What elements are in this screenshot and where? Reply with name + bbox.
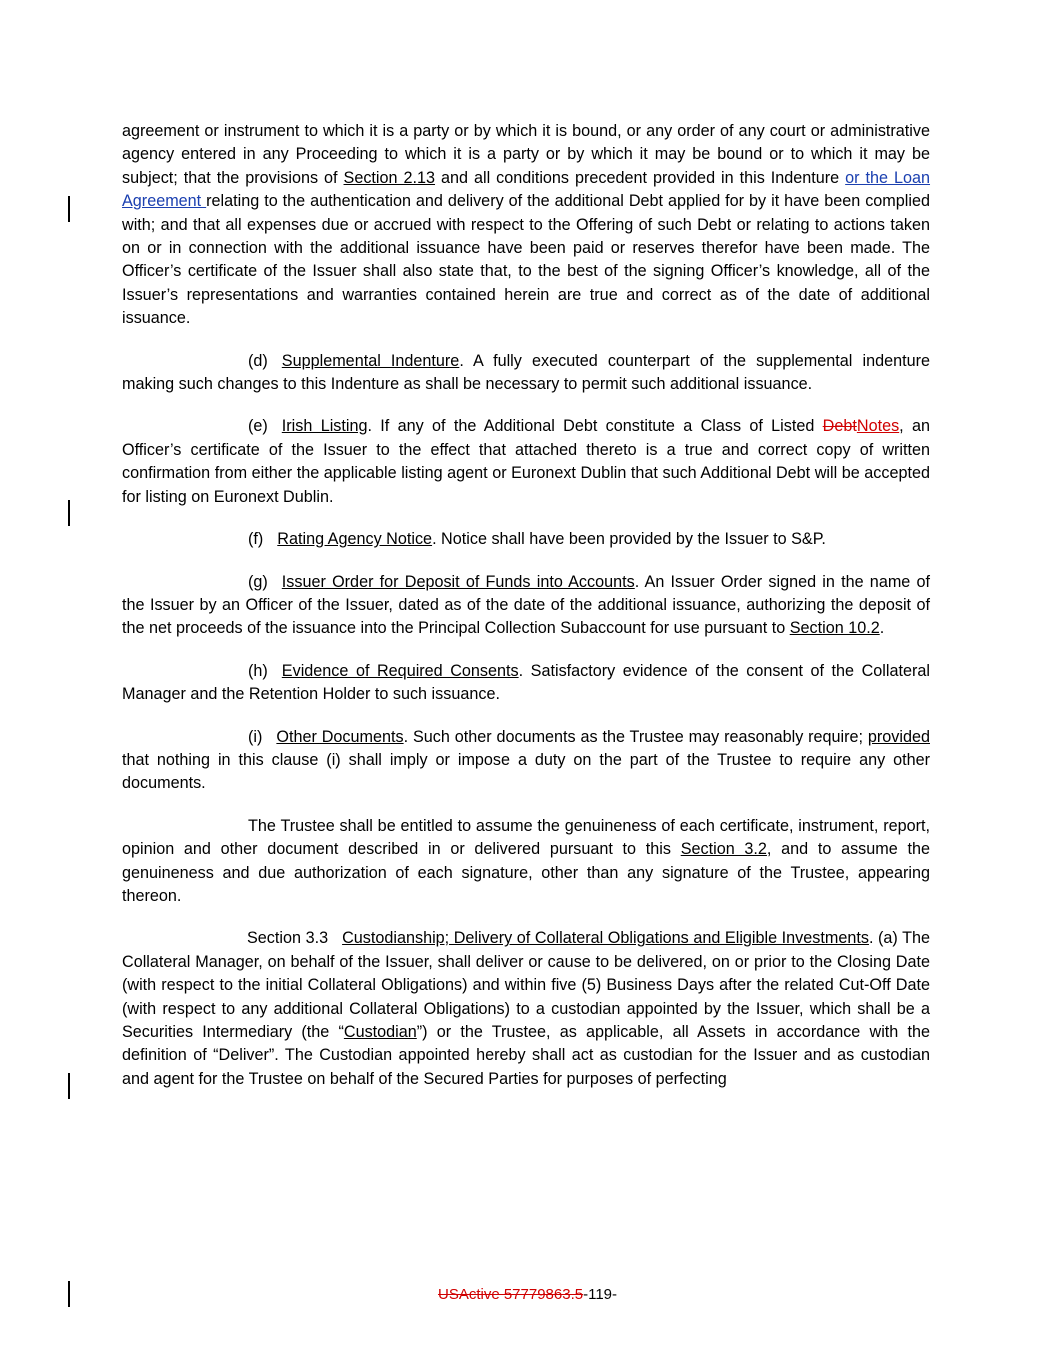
item-g-text-1: . An Issuer Order signed in the name of the Issuer by an Officer of the Issuer, dated as of the date of the additional issuance, authorizing the deposit of the net proceeds of the issuance into the Principal Collection Subaccount for use pursuant to — [122, 572, 931, 638]
paragraph-item-h — [122, 660, 930, 707]
item-e-heading: Irish Listing — [281, 417, 368, 436]
item-i-label: (i) — [248, 727, 263, 746]
item-e-text-2: , an Officer’s certificate of the Issuer to the effect that attached thereto is a true and correct copy of written confirmation from either the applicable listing agent or Euronext Dublin that such Additional Debt will be accepted for listing on Euronext Dublin. — [122, 417, 930, 506]
provided-emphasis: provided — [867, 727, 930, 746]
item-f-text: . Notice shall have been provided by the Issuer to S&P. — [432, 530, 826, 549]
continuation-text-1: agreement or instrument to which it is a party or by which it is bound, or any order of any court or administrative agency entered in any Proceeding to which it is a party or by which it may be bound or to which it may be subject; that the provisions of — [122, 122, 930, 187]
continuation-text-3: relating to the authentication and delivery of the additional Debt applied for by it have been complied with; and that all expenses due or accrued with respect to the Offering of such Debt or relating to actions taken on or in connection with the additional issuance have been paid or reserves therefor have been made. The Officer’s certificate of the Issuer shall also state that, to the best of the signing Officer’s knowledge, all of the Issuer’s representations and warranties contained herein are true and correct as of the date of additional issuance. — [122, 192, 930, 328]
item-e-label: (e) — [248, 417, 268, 436]
change-bar-3 — [68, 1073, 70, 1099]
item-i-heading: Other Documents — [276, 727, 404, 746]
section-10-2-reference: Section 10.2 — [789, 619, 880, 638]
change-bar-2 — [68, 500, 70, 526]
spacer — [122, 509, 930, 528]
item-i-text-2: that nothing in this clause (i) shall imply or impose a duty on the part of the Trustee to require any other documents. — [122, 750, 930, 793]
inserted-loan-agreement: or the Loan Agreement — [122, 168, 931, 211]
trustee-assume-text-2: , and to assume the genuineness and due authorization of each signature, other than any signature of the Trustee, appearing thereon. — [122, 840, 930, 905]
section-3-3-label: Section 3.3 — [247, 929, 329, 948]
section-2-13-reference: Section 2.13 — [343, 168, 436, 187]
continuation-text-2: and all conditions precedent provided in this Indenture — [435, 168, 846, 187]
spacer — [122, 331, 930, 350]
spacer — [122, 707, 930, 726]
change-bar-1 — [68, 196, 70, 222]
paragraph-item-f — [122, 528, 930, 551]
spacer — [122, 552, 930, 571]
deleted-debt: Debt — [822, 417, 857, 436]
item-g-label: (g) — [248, 572, 268, 591]
paragraph-item-i — [122, 726, 930, 796]
custodian-defined-term: Custodian — [343, 1023, 417, 1041]
item-d-label: (d) — [248, 351, 268, 370]
paragraph-item-e — [122, 415, 930, 509]
item-h-label: (h) — [248, 661, 268, 680]
item-h-text: . Satisfactory evidence of the consent of the Collateral Manager and the Retention Holder to such issuance. — [122, 661, 930, 704]
section-3-2-reference: Section 3.2 — [680, 840, 767, 859]
item-h-heading: Evidence of Required Consents — [281, 661, 519, 680]
paragraph-item-d — [122, 350, 930, 397]
item-g-text-2: . — [879, 619, 885, 638]
spacer — [122, 796, 930, 815]
item-i-text-1: . Such other documents as the Trustee may reasonably require; — [403, 727, 868, 746]
spacer — [122, 641, 930, 660]
paragraph-item-g — [122, 571, 930, 641]
item-g-heading: Issuer Order for Deposit of Funds into Accounts — [281, 572, 635, 591]
spacer — [122, 908, 930, 927]
section-3-3-heading: Custodianship; Delivery of Collateral Obligations and Eligible Investments — [342, 929, 869, 948]
trustee-assume-text-1: The Trustee shall be entitled to assume the genuineness of each certificate, instrument, report, opinion and other document described in or delivered pursuant to this — [122, 816, 930, 859]
paragraph-trustee-assume — [122, 815, 930, 909]
item-f-label: (f) — [248, 530, 264, 549]
page-footer — [0, 1286, 1055, 1303]
inserted-notes: Notes — [856, 417, 900, 436]
spacer — [122, 396, 930, 415]
page-number: -119- — [583, 1286, 617, 1303]
item-d-heading: Supplemental Indenture — [281, 351, 460, 370]
item-d-text: . A fully executed counterpart of the supplemental indenture making such changes to this Indenture as shall be necessary to permit such additional issuance. — [122, 351, 931, 394]
paragraph-section-3-3 — [122, 927, 930, 1091]
paragraph-continuation — [122, 120, 930, 331]
deleted-document-code: USActive 57779863.5 — [437, 1286, 584, 1303]
item-f-heading: Rating Agency Notice — [277, 530, 433, 549]
section-3-3-text-1: . (a) The Collateral Manager, on behalf of the Issuer, shall deliver or cause to be delivered, on or prior to the Closing Date (with respect to the initial Collateral Obligations) and within five (5) Business Days after the related Cut-Off Date (with respect to any additional Collateral Obligations) to a custodian appointed by the Issuer, which shall be a Securities Intermediary (the “ — [122, 929, 930, 1041]
item-e-text-1: . If any of the Additional Debt constitute a Class of Listed — [367, 417, 823, 436]
document-body — [122, 120, 930, 1091]
section-3-3-text-2: ”) or the Trustee, as applicable, all Assets in accordance with the definition of “Deliver”. The Custodian appointed hereby shall act as custodian for the Issuer and as custodian and agent for the Trustee on behalf of the Secured Parties for purposes of perfecting — [122, 1023, 930, 1088]
